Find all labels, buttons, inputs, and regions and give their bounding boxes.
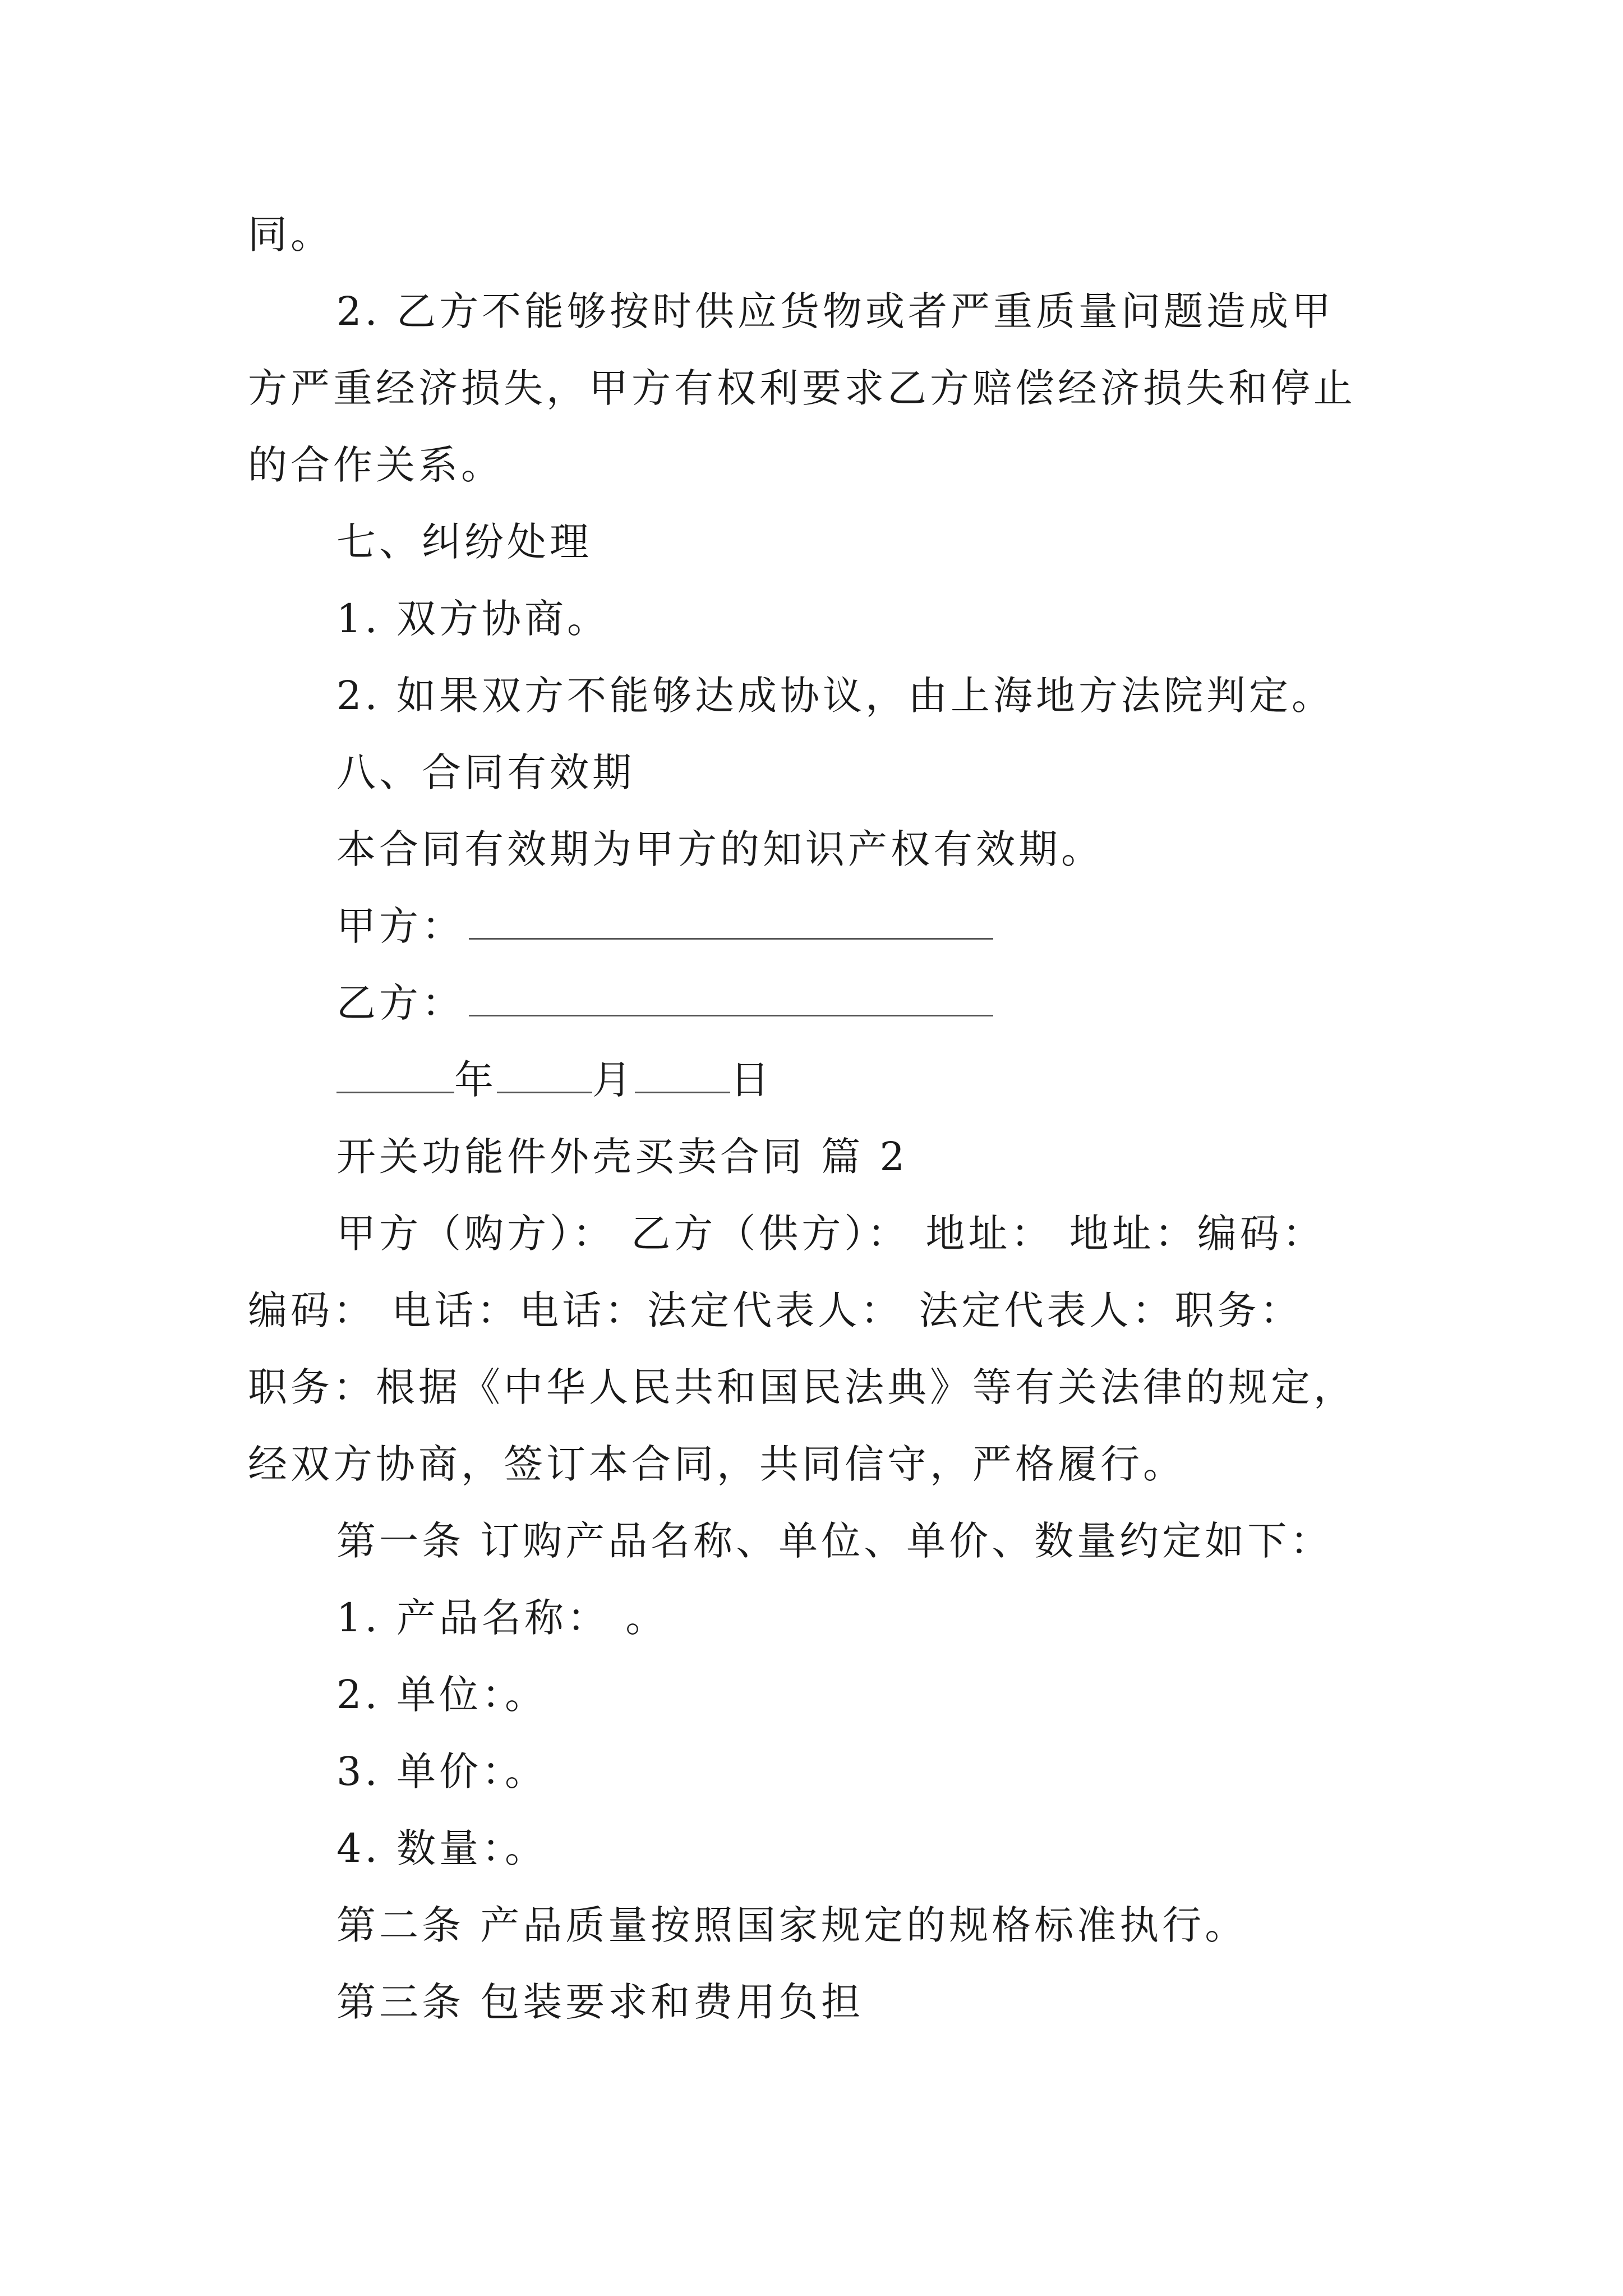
parties-line-1: 甲方（购方）： 乙方（供方）： 地址： 地址：编码： <box>336 1211 1325 1257</box>
clause-7-2: 2. 如果双方不能够达成协议，由上海地方法院判定。 <box>336 673 1335 719</box>
parties-line-3: 职务：根据《中华人民共和国民法典》等有关法律的规定， <box>248 1364 1356 1410</box>
contract-2-title: 开关功能件外壳买卖合同 篇 2 <box>336 1134 909 1180</box>
party-a-signature-blank <box>469 903 993 940</box>
section-8-heading: 八、合同有效期 <box>336 749 635 795</box>
article-2: 第二条 产品质量按照国家规定的规格标准执行。 <box>336 1902 1248 1948</box>
date-row <box>336 1052 773 1108</box>
month-blank <box>497 1057 592 1093</box>
day-blank <box>635 1057 730 1093</box>
text-line-tong: 同。 <box>248 211 333 257</box>
section-8-text: 本合同有效期为甲方的知识产权有效期。 <box>336 826 1104 872</box>
day-label: 日 <box>730 1057 773 1103</box>
article-1-item-4: 4. 数量：。 <box>336 1825 548 1871</box>
year-label: 年 <box>454 1057 497 1103</box>
year-blank <box>336 1057 454 1093</box>
party-b-label: 乙方： <box>336 980 464 1026</box>
article-1-item-3: 3. 单价：。 <box>336 1749 548 1795</box>
parties-line-2: 编码： 电话：电话：法定代表人： 法定代表人：职务： <box>248 1287 1303 1333</box>
party-b-signature-blank <box>469 980 993 1016</box>
clause-7-1: 1. 双方协商。 <box>336 596 610 642</box>
article-1-item-2: 2. 单位：。 <box>336 1672 548 1718</box>
parties-line-4: 经双方协商，签订本合同，共同信守，严格履行。 <box>248 1441 1186 1487</box>
clause-6-2-line-3: 的合作关系。 <box>248 442 504 488</box>
month-label: 月 <box>592 1057 635 1103</box>
article-1-heading: 第一条 订购产品名称、单位、单价、数量约定如下： <box>336 1518 1333 1564</box>
section-7-heading: 七、纠纷处理 <box>336 519 592 565</box>
article-3-heading: 第三条 包装要求和费用负担 <box>336 1979 864 2025</box>
party-a-label: 甲方： <box>336 903 464 949</box>
clause-6-2-line-2: 方严重经济损失，甲方有权利要求乙方赔偿经济损失和停止 <box>248 365 1356 411</box>
party-b-signature <box>336 975 993 1031</box>
article-1-item-1: 1. 产品名称： 。 <box>336 1595 668 1641</box>
clause-6-2-line-1: 2. 乙方不能够按时供应货物或者严重质量问题造成甲 <box>336 288 1335 334</box>
party-a-signature <box>336 898 993 954</box>
